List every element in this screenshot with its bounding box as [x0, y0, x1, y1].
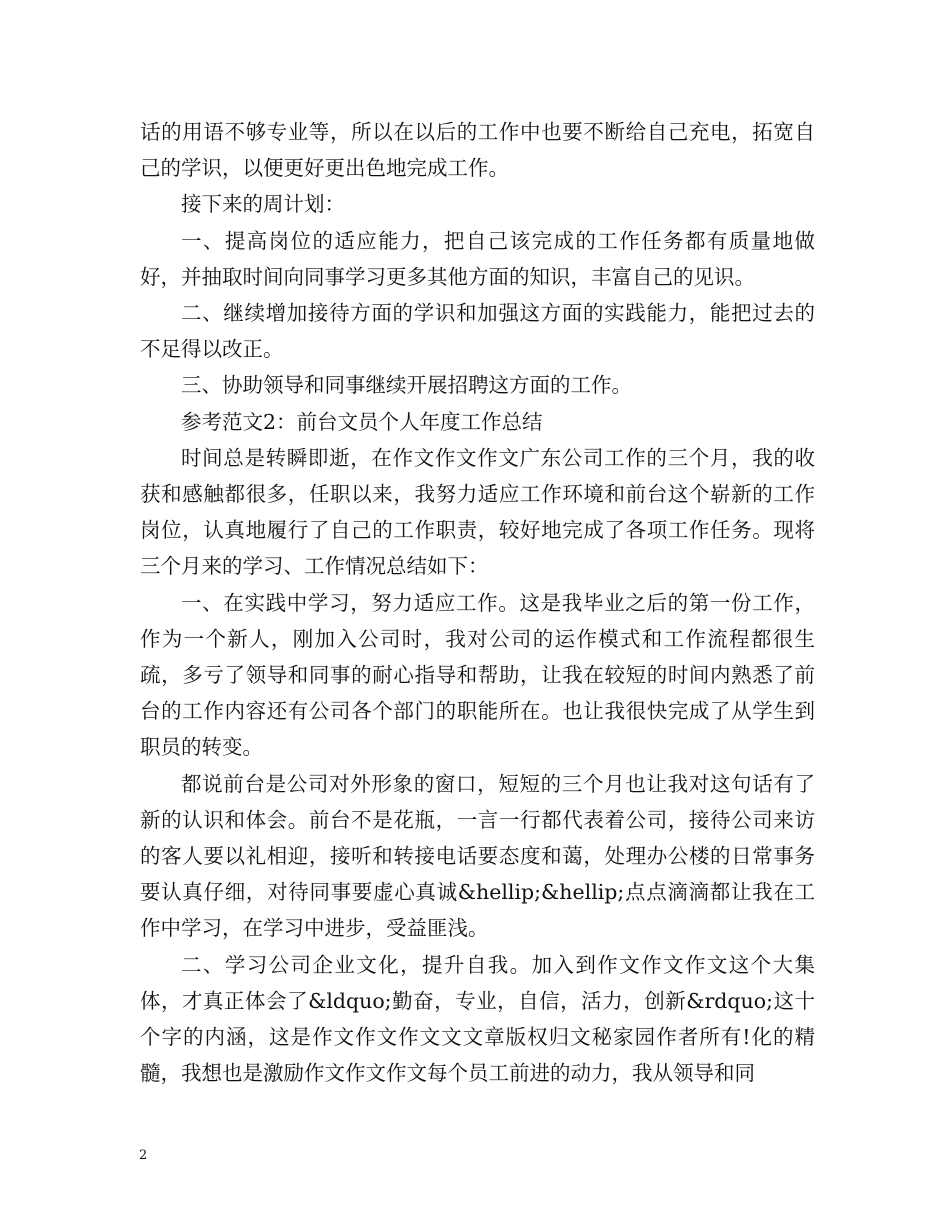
paragraph-plan-item-1: 一、提高岗位的适应能力，把自己该完成的工作任务都有质量地做好，并抽取时间向同事学习更多其他方面的知识，丰富自己的见识。	[140, 228, 815, 289]
paragraph-section-2: 二、学习公司企业文化，提升自我。加入到作文作文作文这个大集体，才真正体会了&ldquo;勤奋，专业，自信，活力，创新&rdquo;这十个字的内涵，这是作文作文作文文文章版权归文秘家园作者所有!化的精髓，我想也是激励作文作文作文每个员工前进的动力，我从领导和同	[140, 952, 815, 1086]
paragraph-front-desk: 都说前台是公司对外形象的窗口，短短的三个月也让我对这句话有了新的认识和体会。前台不是花瓶，一言一行都代表着公司，接待公司来访的客人要以礼相迎，接听和转接电话要态度和蔼，处理办公楼的日常事务要认真仔细，对待同事要虚心真诚&hellip;&hellip;点点滴滴都让我在工作中学习，在学习中进步，受益匪浅。	[140, 771, 815, 941]
paragraph-weekly-plan-heading: 接下来的周计划：	[181, 192, 345, 217]
paragraph-continuation: 话的用语不够专业等，所以在以后的工作中也要不断给自己充电，拓宽自己的学识，以便更好更出色地完成工作。	[140, 120, 815, 181]
paragraph-plan-item-2: 二、继续增加接待方面的学识和加强这方面的实践能力，能把过去的不足得以改正。	[140, 301, 815, 362]
page-number: 2	[139, 1148, 148, 1163]
paragraph-section-1: 一、在实践中学习，努力适应工作。这是我毕业之后的第一份工作，作为一个新人，刚加入公司时，我对公司的运作模式和工作流程都很生疏，多亏了领导和同事的耐心指导和帮助，让我在较短的时间内熟悉了前台的工作内容还有公司各个部门的职能所在。也让我很快完成了从学生到职员的转变。	[140, 590, 815, 760]
paragraph-plan-item-3: 三、协助领导和同事继续开展招聘这方面的工作。	[181, 373, 632, 398]
paragraph-sample-title: 参考范文2：前台文员个人年度工作总结	[181, 409, 543, 434]
document-body	[140, 114, 815, 1091]
paragraph-intro: 时间总是转瞬即逝，在作文作文作文广东公司工作的三个月，我的收获和感触都很多，任职以来，我努力适应工作环境和前台这个崭新的工作岗位，认真地履行了自己的工作职责，较好地完成了各项工作任务。现将三个月来的学习、工作情况总结如下：	[140, 445, 815, 579]
